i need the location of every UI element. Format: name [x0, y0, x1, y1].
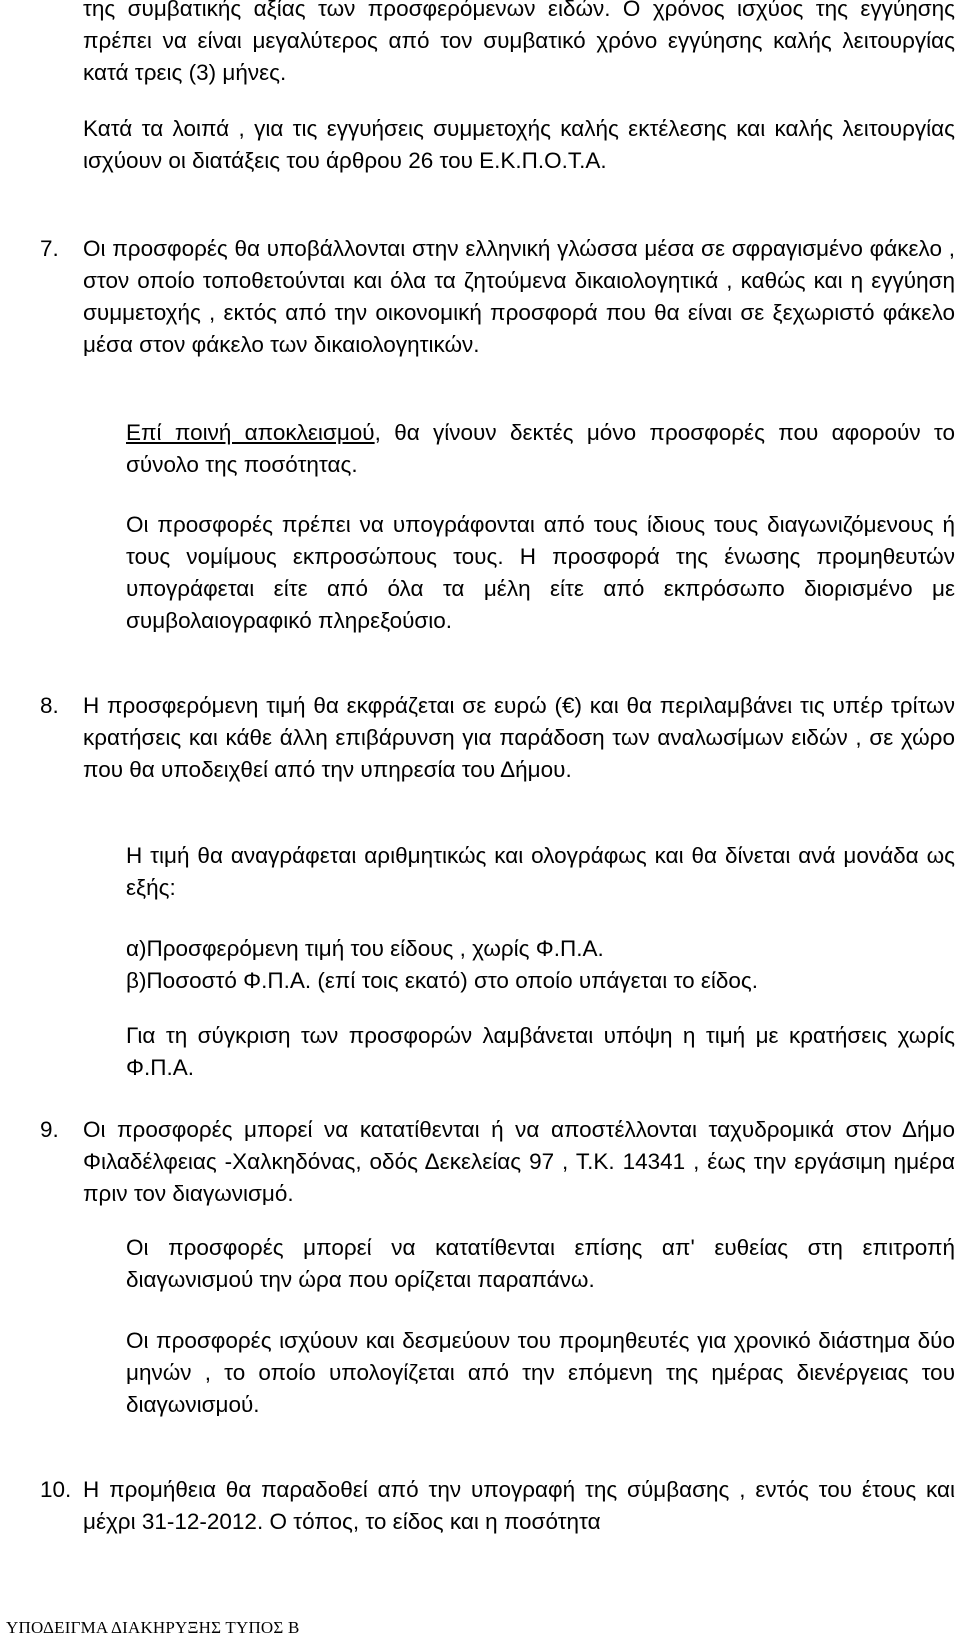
item-8-price-format: Η τιμή θα αναγράφεται αριθμητικώς και ολογράφως και θα δίνεται ανά μονάδα ως εξής: [126, 843, 955, 900]
item-9-number: 9. [40, 1117, 59, 1142]
item-8-comparison: Για τη σύγκριση των προσφορών λαμβάνεται υπόψη η τιμή με κρατήσεις χωρίς Φ.Π.Α. [126, 1023, 955, 1080]
exclusion-underlined: Επί ποινή αποκλεισμού [126, 420, 375, 445]
item-7-signing: Οι προσφορές πρέπει να υπογράφονται από τους ίδιους τους διαγωνιζόμενους ή τους νομίμους εκπροσώπους τους. Η προσφορά της ένωσης προμηθευτών υπογράφεται είτε από όλα τα μέλη είτε από εκπρόσωπο διορισμένο με συμβολαιογραφικό πληρεξούσιο. [126, 512, 955, 633]
paragraph-intro: της συμβατικής αξίας των προσφερόμενων ειδών. Ο χρόνος ισχύος της εγγύησης πρέπει να είναι μεγαλύτερος από τον συμβατικό χρόνο εγγύησης καλής λειτουργίας κατά τρεις (3) μήνες. [83, 0, 955, 85]
list-item-b: β)Ποσοστό Φ.Π.Α. (επί τοις εκατό) στο οποίο υπάγεται το είδος. [126, 968, 758, 993]
item-9-text: Οι προσφορές μπορεί να κατατίθενται ή να αποστέλλονται ταχυδρομικά στον Δήμο Φιλαδέλφειας -Χαλκηδόνας, οδός Δεκελείας 97 , Τ.Κ. 14341 , έως την εργάσιμη ημέρα πριν τον διαγωνισμό. [83, 1117, 955, 1206]
item-8-text: Η προσφερόμενη τιμή θα εκφράζεται σε ευρώ (€) και θα περιλαμβάνει τις υπέρ τρίτων κρατήσεις και κάθε άλλη επιβάρυνση για παράδοση των αναλωσίμων ειδών , σε χώρο που θα υποδειχθεί από την υπηρεσία του Δήμου. [83, 693, 955, 782]
item-8-list [126, 933, 955, 997]
item-10-text: Η προμήθεια θα παραδοθεί από την υπογραφή της σύμβασης , εντός του έτους και μέχρι 31-12-2012. Ο τόπος, το είδος και η ποσότητα [83, 1477, 955, 1534]
item-9-validity: Οι προσφορές ισχύουν και δεσμεύουν του προμηθευτές για χρονικό διάστημα δύο μηνών , το οποίο υπολογίζεται από την επόμενη της ημέρας διενέργειας του διαγωνισμού. [126, 1328, 955, 1417]
list-item-a: α)Προσφερόμενη τιμή του είδους , χωρίς Φ.Π.Α. [126, 936, 604, 961]
item-10-number: 10. [40, 1477, 72, 1502]
item-7-exclusion [126, 417, 955, 481]
item-8-number: 8. [40, 693, 59, 718]
item-7-number: 7. [40, 236, 59, 261]
paragraph-guarantees: Κατά τα λοιπά , για τις εγγυήσεις συμμετοχής καλής εκτέλεσης και καλής λειτουργίας ισχύουν οι διατάξεις του άρθρου 26 του Ε.Κ.Π.Ο.Τ.Α. [83, 116, 955, 173]
item-7-text: Οι προσφορές θα υποβάλλονται στην ελληνική γλώσσα μέσα σε σφραγισμένο φάκελο , στον οποίο τοποθετούνται και όλα τα ζητούμενα δικαιολογητικά , καθώς και η εγγύηση συμμετοχής , εκτός από την οικονομική προσφορά που θα είναι σε ξεχωριστό φάκελο μέσα στον φάκελο των δικαιολογητικών. [83, 236, 955, 357]
exclusion-rest: , θα γίνουν δεκτές μόνο προσφορές που αφορούν το σύνολο της ποσότητας. [126, 420, 955, 477]
page-footer: ΥΠΟΔΕΙΓΜΑ ΔΙΑΚΗΡΥΞΗΣ ΤΥΠΟΣ Β [6, 1618, 300, 1637]
item-9-direct: Οι προσφορές μπορεί να κατατίθενται επίσης απ' ευθείας στη επιτροπή διαγωνισμού την ώρα που ορίζεται παραπάνω. [126, 1235, 955, 1292]
